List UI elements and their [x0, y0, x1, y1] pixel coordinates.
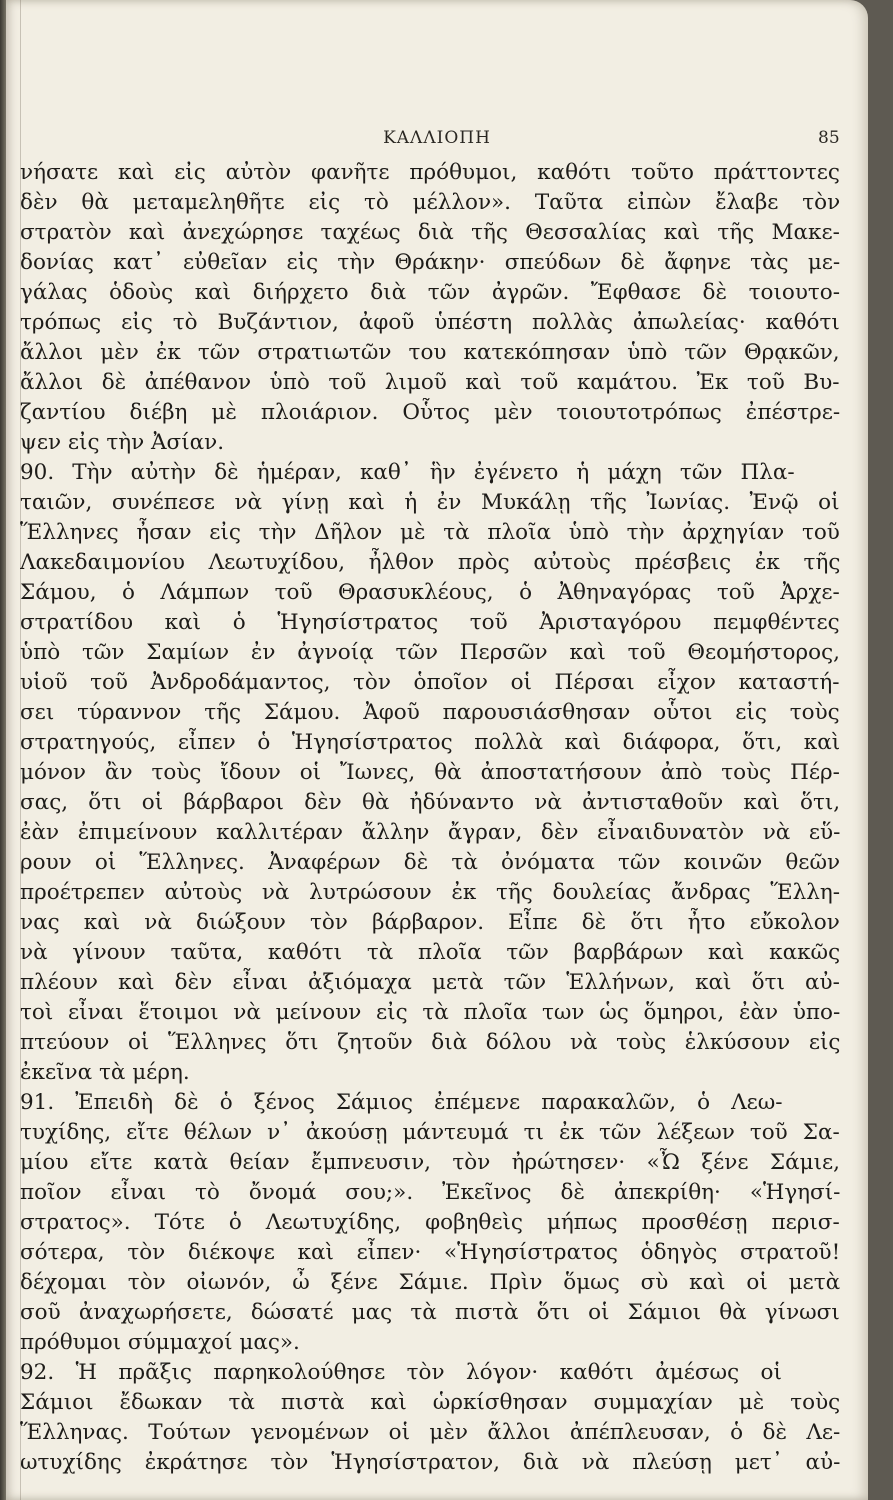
text-line: Σάμιοι ἔδωκαν τὰ πιστὰ καὶ ὡρκίσθησαν συμμαχίαν μὲ τοὺς — [20, 1390, 841, 1415]
text-line: στρατηγούς, εἶπεν ὁ Ἡγησίστρατος πολλὰ καὶ διάφορα, ὅτι, καὶ — [20, 730, 841, 755]
text-line: ζαντίου διέβη μὲ πλοιάριον. Οὗτος μὲν τοιουτοτρόπως ἐπέστρε- — [20, 400, 841, 425]
text-line: ἐκεῖνα τὰ μέρη. — [20, 1060, 190, 1085]
text-line: σοῦ ἀναχωρήσετε, δώσατέ μας τὰ πιστὰ ὅτι οἱ Σάμιοι θὰ γίνωσι — [20, 1300, 840, 1325]
text-line: Ἕλληνες ἦσαν εἰς τὴν Δῆλον μὲ τὰ πλοῖα ὑπὸ τὴν ἀρχηγίαν τοῦ — [20, 520, 840, 545]
text-line: 91. Ἐπειδὴ δὲ ὁ ξένος Σάμιος ἐπέμενε παρακαλῶν, ὁ Λεω- — [20, 1090, 783, 1115]
text-line: ταιῶν, συνέπεσε νὰ γίνῃ καὶ ἡ ἐν Μυκάλῃ τῆς Ἰωνίας. Ἐνῷ οἱ — [20, 490, 840, 515]
text-line: νας καὶ νὰ διώξουν τὸν βάρβαρον. Εἶπε δὲ ὅτι ἦτο εὔκολον — [20, 910, 840, 935]
text-line: τρόπως εἰς τὸ Βυζάντιον, ἀφοῦ ὑπέστη πολλὰς ἀπωλείας· καθότι — [20, 310, 840, 335]
text-line: τοὶ εἶναι ἕτοιμοι νὰ μείνουν εἰς τὰ πλοῖα των ὡς ὅμηροι, ἐὰν ὑπο- — [20, 1000, 841, 1025]
text-line: σας, ὅτι οἱ βάρβαροι δὲν θὰ ἠδύναντο νὰ ἀντισταθοῦν καὶ ὅτι, — [20, 790, 841, 815]
text-line: στρατίδου καὶ ὁ Ἡγησίστρατος τοῦ Ἀρισταγόρου πεμφθέντες — [20, 610, 840, 635]
text-line: ρουν οἱ Ἕλληνες. Ἀναφέρων δὲ τὰ ὀνόματα τῶν κοινῶν θεῶν — [20, 850, 841, 875]
text-line: ποῖον εἶναι τὸ ὄνομά σου;». Ἐκεῖνος δὲ ἀπεκρίθη· «Ἡγησί- — [20, 1180, 841, 1205]
text-line: Λακεδαιμονίου Λεωτυχίδου, ἦλθον πρὸς αὐτοὺς πρέσβεις ἐκ τῆς — [20, 550, 841, 575]
text-line: γάλας ὁδοὺς καὶ διήρχετο διὰ τῶν ἀγρῶν. Ἔφθασε δὲ τοιουτο- — [20, 280, 841, 305]
page-number: 85 — [818, 128, 840, 148]
text-line: δέχομαι τὸν οἰωνόν, ὦ ξένε Σάμιε. Πρὶν ὅμως σὺ καὶ οἱ μετὰ — [20, 1270, 841, 1295]
text-line: ψεν εἰς τὴν Ἀσίαν. — [20, 430, 225, 455]
text-line: μόνον ἂν τοὺς ἴδουν οἱ Ἴωνες, θὰ ἀποστατήσουν ἀπὸ τοὺς Πέρ- — [20, 760, 840, 785]
text-line: πτεύουν οἱ Ἕλληνες ὅτι ζητοῦν διὰ δόλου νὰ τοὺς ἑλκύσουν εἰς — [20, 1030, 841, 1055]
text-line: ωτυχίδης ἐκράτησε τὸν Ἡγησίστρατον, διὰ νὰ πλεύσῃ μετ᾽ αὐ- — [20, 1450, 841, 1475]
text-line: ἄλλοι μὲν ἐκ τῶν στρατιωτῶν του κατεκόπησαν ὑπὸ τῶν Θρᾳκῶν, — [20, 340, 840, 365]
text-line: προέτρεπεν αὐτοὺς νὰ λυτρώσουν ἐκ τῆς δουλείας ἄνδρας Ἕλλη- — [20, 880, 841, 905]
text-line: μίου εἴτε κατὰ θείαν ἔμπνευσιν, τὸν ἠρώτησεν· «Ὦ ξένε Σάμιε, — [20, 1150, 840, 1175]
text-line: 92. Ἡ πρᾶξις παρηκολούθησε τὸν λόγον· καθότι ἀμέσως οἱ — [20, 1360, 782, 1385]
text-line: τυχίδης, εἴτε θέλων ν᾽ ἀκούσῃ μάντευμά τι ἐκ τῶν λέξεων τοῦ Σα- — [20, 1120, 840, 1145]
running-head-title: ΚΑΛΛΙΟΠΗ — [383, 128, 491, 148]
text-line: Ἕλληνας. Τούτων γενομένων οἱ μὲν ἄλλοι ἀπέπλευσαν, ὁ δὲ Λε- — [20, 1420, 841, 1445]
text-line: δὲν θὰ μεταμεληθῆτε εἰς τὸ μέλλον». Ταῦτα εἰπὼν ἔλαβε τὸν — [20, 190, 841, 215]
text-line: στρατὸν καὶ ἀνεχώρησε ταχέως διὰ τῆς Θεσσαλίας καὶ τῆς Μακε- — [20, 220, 840, 245]
text-line: υἱοῦ τοῦ Ἀνδροδάμαντος, τὸν ὁποῖον οἱ Πέρσαι εἶχον καταστή- — [20, 670, 840, 695]
text-line: 90. Τὴν αὐτὴν δὲ ἡμέραν, καθ᾽ ἣν ἐγένετο ἡ μάχη τῶν Πλα- — [20, 460, 795, 485]
text-line: νὰ γίνουν ταῦτα, καθότι τὰ πλοῖα τῶν βαρβάρων καὶ κακῶς — [20, 940, 841, 965]
text-line: Σάμου, ὁ Λάμπων τοῦ Θρασυκλέους, ὁ Ἀθηναγόρας τοῦ Ἀρχε- — [20, 580, 840, 605]
text-line: ἄλλοι δὲ ἀπέθανον ὑπὸ τοῦ λιμοῦ καὶ τοῦ καμάτου. Ἐκ τοῦ Βυ- — [20, 370, 840, 395]
text-line: νήσατε καὶ εἰς αὐτὸν φανῆτε πρόθυμοι, καθότι τοῦτο πράττοντες — [20, 160, 840, 185]
running-head — [6, 128, 868, 152]
text-line: πρόθυμοι σύμμαχοί μας». — [20, 1330, 300, 1355]
text-line: πλέουν καὶ δὲν εἶναι ἀξιόμαχα μετὰ τῶν Ἑλλήνων, καὶ ὅτι αὐ- — [20, 970, 840, 995]
text-line: ὑπὸ τῶν Σαμίων ἐν ἀγνοίᾳ τῶν Περσῶν καὶ τοῦ Θεομήστορος, — [20, 640, 840, 665]
text-line: σει τύραννον τῆς Σάμου. Ἀφοῦ παρουσιάσθησαν οὗτοι εἰς τοὺς — [20, 700, 840, 725]
text-line: σότερα, τὸν διέκοψε καὶ εἶπεν· «Ἡγησίστρατος ὁδηγὸς στρατοῦ! — [20, 1240, 841, 1265]
text-line: δονίας κατ᾽ εὐθεῖαν εἰς τὴν Θράκην· σπεύδων δὲ ἄφηνε τὰς με- — [20, 250, 841, 275]
text-line: ἐὰν ἐπιμείνουν καλλιτέραν ἄλλην ἄγραν, δὲν εἶναιδυνατὸν νὰ εὕ- — [20, 820, 841, 845]
text-line: στρατος». Τότε ὁ Λεωτυχίδης, φοβηθεὶς μήπως προσθέσῃ περισ- — [20, 1210, 840, 1235]
